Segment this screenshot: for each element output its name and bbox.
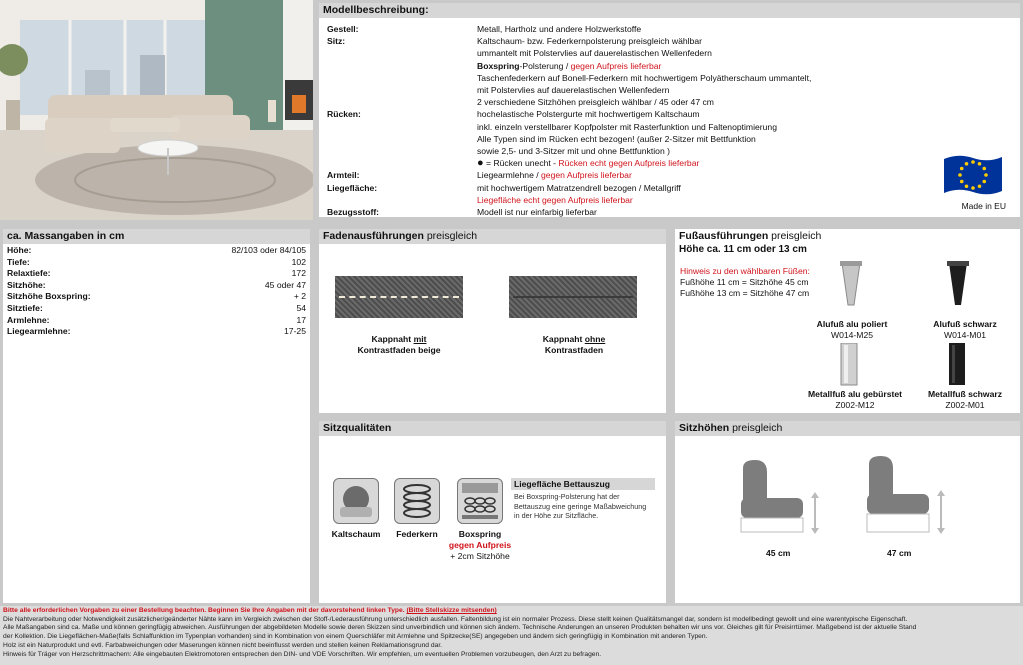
feet-hint-line: Fußhöhe 13 cm = Sitzhöhe 47 cm — [680, 288, 810, 299]
description-key — [327, 133, 477, 145]
seat-height-47-label: 47 cm — [887, 548, 912, 558]
chair-47-icon — [863, 454, 949, 540]
description-key — [327, 72, 477, 84]
description-value-part: Modell ist nur einfarbig lieferbar — [477, 207, 597, 218]
measurements-table — [3, 245, 310, 338]
seat-qualities-title: Sitzqualitäten — [319, 421, 666, 436]
description-value-part: Metall, Hartholz und andere Holzwerkstoffe — [477, 24, 642, 34]
metal-brushed-foot-icon — [839, 343, 859, 387]
measurement-row — [3, 245, 310, 257]
seat-height-45-label: 45 cm — [766, 548, 791, 558]
description-value — [477, 182, 887, 194]
description-key: Sitz: — [327, 36, 346, 47]
measurement-value: 102 — [291, 256, 306, 267]
measurement-key: Tiefe: — [7, 256, 30, 267]
description-row — [327, 23, 887, 35]
bed-pullout-note — [511, 478, 655, 523]
measurement-row — [3, 268, 310, 280]
description-value-part: Taschenfederkern auf Bonell-Federkern mit hochwertigem Polyätherschaum ummantelt, — [477, 72, 812, 83]
description-value-part: 2 verschiedene Sitzhöhen preisgleich wählbar / 45 oder 47 cm — [477, 97, 714, 108]
measurement-row — [3, 315, 310, 327]
description-key: Rücken: — [327, 109, 361, 120]
description-row — [327, 108, 887, 120]
description-key: Gestell: — [327, 24, 359, 34]
description-row — [327, 194, 887, 206]
quality-surcharge: gegen Aufpreis — [448, 540, 512, 550]
measurement-value: 17-25 — [284, 326, 306, 337]
description-value-part: mit Polstervlies auf dauerelastischen Wellenfedern — [477, 85, 670, 96]
foot-name: Alufuß alu poliert — [816, 319, 888, 329]
description-value-part: Kaltschaum- bzw. Federkernpolsterung preisgleich wählbar — [477, 36, 702, 47]
description-key: Armteil: — [327, 170, 360, 181]
feet-hint-title: Hinweis zu den wählbaren Füßen: — [680, 266, 810, 276]
description-value-part: sowie 2,5- und 3-Sitzer mit und ohne Bettfunktion ) — [477, 146, 670, 157]
made-in-eu-label: Made in EU — [961, 201, 1006, 211]
description-value — [477, 157, 887, 169]
description-value-part: mit hochwertigem Matratzendrell bezogen / Metallgriff — [477, 182, 681, 193]
seat-heights-title — [675, 421, 1020, 436]
foot-name: Metallfuß schwarz — [927, 389, 1003, 399]
seam-caption-underline: ohne — [584, 334, 606, 344]
seam-caption-line2: Kontrastfaden beige — [357, 345, 441, 355]
description-value — [477, 84, 887, 96]
measurement-value: 54 — [296, 302, 306, 313]
seat-qualities-panel — [316, 418, 669, 606]
description-value-part: gegen Aufpreis lieferbar — [541, 170, 632, 181]
description-row — [327, 145, 887, 157]
measurement-row — [3, 326, 310, 338]
foot-option — [797, 319, 907, 341]
description-value-part: ummantelt mit Polstervlies auf dauerelastischen Wellenfedern — [477, 48, 712, 59]
product-photo — [0, 0, 313, 220]
eu-flag-icon — [942, 153, 1004, 197]
description-row — [327, 96, 887, 108]
description-row — [327, 47, 887, 59]
description-row — [327, 157, 887, 169]
seat-heights-title-suffix: preisgleich — [732, 422, 783, 434]
description-value — [477, 47, 887, 59]
measurement-key: Sitztiefe: — [7, 302, 43, 313]
description-key: Liegefläche: — [327, 182, 378, 193]
spring-core-icon — [394, 478, 440, 524]
description-value — [477, 108, 887, 120]
description-row — [327, 60, 887, 72]
description-value — [477, 72, 887, 84]
seam-caption-text: Kappnaht — [542, 334, 585, 344]
description-value — [477, 121, 887, 133]
chair-45-icon — [737, 458, 823, 540]
seam-caption-contrast — [329, 334, 469, 356]
description-value-part: Liegefläche echt gegen Aufpreis lieferbar — [477, 194, 633, 205]
bed-pullout-title: Liegefläche Bettauszug — [511, 478, 655, 490]
footer-warning-text: Bitte alle erforderlichen Vorgaben zu einer Bestellung beachten. Beginnen Sie Ihre Angaben mit der davorstehend linken Type. — [3, 607, 407, 614]
description-row — [327, 206, 887, 218]
quality-label: Kaltschaum — [331, 529, 381, 539]
footer-line: Hinweis für Träger von Herzschrittmachern: Alle eingebauten Elektromotoren entsprechen den DIN- und VDE Vorschriften. Wir empfehlen, um eventuellen Problemen vorzubeugen, den Arzt zu befragen. — [3, 650, 602, 658]
model-description-panel — [316, 0, 1023, 220]
footer-warning — [3, 607, 1020, 616]
seam-caption-line2: Kontrastfaden — [544, 345, 604, 355]
measurement-key: Sitzhöhe Boxspring: — [7, 291, 91, 302]
measurement-key: Sitzhöhe: — [7, 279, 46, 290]
foot-option — [910, 319, 1020, 341]
description-value-part: Boxspring — [477, 60, 520, 71]
foot-code: W014-M01 — [943, 330, 987, 340]
description-value-part: = Rücken unecht - — [483, 158, 559, 169]
description-value — [477, 169, 887, 181]
description-key — [327, 145, 477, 157]
seam-swatch-contrast — [335, 276, 463, 318]
eu-star-icon — [971, 160, 975, 164]
description-value — [477, 35, 887, 47]
bed-pullout-line: Bei Boxspring-Polsterung hat der — [514, 492, 620, 501]
measurement-value: + 2 — [293, 291, 306, 302]
eu-star-icon — [978, 162, 982, 166]
seam-caption-plain — [504, 334, 644, 356]
description-row — [327, 133, 887, 145]
footer-line: Holz ist ein Naturprodukt und evtl. Farbabweichungen oder Maserungen können nicht beeinflusst werden und stellen keinen Reklamationsgrund dar. — [3, 641, 443, 649]
description-value — [477, 194, 887, 206]
seat-heights-panel — [672, 418, 1023, 606]
seat-heights-title-text: Sitzhöhen — [679, 422, 730, 434]
quality-label-boxspring — [440, 529, 520, 562]
bed-pullout-line: Bettauszug eine geringe Maßabweichung — [514, 501, 647, 511]
measurement-value: 17 — [296, 314, 306, 325]
eu-star-icon — [971, 186, 975, 190]
foot-option — [795, 389, 915, 411]
feet-hint-line: Fußhöhe 11 cm = Sitzhöhe 45 cm — [680, 277, 809, 288]
eu-star-icon — [958, 173, 962, 177]
footer-line: Alle Maßangaben sind ca. Maße und können geringfügig abweichen. Ausführungen der abgebildeten Modelle sowie deren Skizzen sind unverbindlich und können sich ändern. Technische Änderungen an unseren Produkten behalten wir uns vor. Gleiches gilt für Preisirrtümer. Maßgebend ist der aktuelle Stand — [3, 624, 917, 632]
measurement-value: 45 oder 47 — [264, 279, 306, 290]
measurement-key: Relaxtiefe: — [7, 268, 51, 279]
description-row — [327, 72, 887, 84]
measurement-row — [3, 303, 310, 315]
feet-hint — [680, 266, 810, 300]
description-row — [327, 169, 887, 181]
description-key — [327, 121, 477, 133]
description-row — [327, 35, 887, 47]
description-value-part: inkl. einzeln verstellbarer Kopfpolster mit Rasterfunktion und Faltenoptimierung — [477, 121, 777, 132]
description-key — [327, 60, 477, 72]
quality-label: Federkern — [396, 529, 438, 539]
seam-swatch-plain — [509, 276, 637, 318]
description-row — [327, 182, 887, 194]
measurement-key: Höhe: — [7, 245, 32, 255]
description-value-part: -Polsterung / — [519, 60, 571, 71]
description-value-part: Rücken echt gegen Aufpreis lieferbar — [558, 158, 700, 169]
metal-black-foot-icon — [947, 343, 967, 387]
seam-caption-underline: mit — [413, 334, 427, 344]
feet-title — [675, 229, 1020, 244]
seam-options-panel — [316, 226, 669, 416]
description-value-part: gegen Aufpreis lieferbar — [570, 60, 662, 71]
eu-star-icon — [960, 180, 964, 184]
bed-pullout-line: in der Höhe zur Sitzfläche. — [514, 511, 599, 520]
description-row — [327, 121, 887, 133]
measurement-key: Armlehne: — [7, 314, 50, 325]
alu-black-foot-icon — [945, 261, 971, 309]
cold-foam-icon — [333, 478, 379, 524]
seam-title-text: Fadenausführungen — [323, 230, 424, 242]
feet-subtitle: Höhe ca. 11 cm oder 13 cm — [679, 244, 807, 255]
measurement-key: Liegearmlehne: — [7, 326, 71, 337]
boxspring-icon — [457, 478, 503, 524]
measurement-row — [3, 257, 310, 269]
description-key: Bezugsstoff: — [327, 207, 380, 218]
seam-title-suffix: preisgleich — [426, 230, 478, 242]
foot-name: Alufuß schwarz — [933, 319, 997, 329]
description-value — [477, 145, 887, 157]
measurements-panel — [0, 226, 313, 606]
measurement-value: 172 — [291, 268, 306, 279]
eu-star-icon — [960, 167, 964, 171]
eu-star-icon — [978, 184, 982, 188]
feet-options-panel — [672, 226, 1023, 416]
eu-star-icon — [982, 180, 986, 184]
footer-line: Die Nahtverarbeitung oder Notwendigkeit zusätzlicher/geänderter Nähte kann im Vergleich zwischen der Stoff-/Lederausführung unterschiedlich ausfallen. Faltenbildung ist ein normaler Prozess. Diese stellt keinen Qualitätsmangel dar, sondern ist modellbedingt gewollt und eine warentypische Eigenschaft. — [3, 615, 908, 623]
eu-star-icon — [982, 167, 986, 171]
measurement-row — [3, 280, 310, 292]
model-description-title: Modellbeschreibung: — [319, 3, 1020, 18]
eu-star-icon — [965, 162, 969, 166]
eu-star-icon — [965, 184, 969, 188]
description-value — [477, 96, 887, 108]
description-key — [327, 157, 477, 169]
feet-title-suffix: preisgleich — [771, 230, 822, 242]
foot-code: W014-M25 — [830, 330, 874, 340]
description-value-part: Alle Typen sind im Rücken echt bezogen! (außer 2-Sitzer mit Bettfunktion — [477, 133, 756, 144]
description-key — [327, 194, 477, 206]
description-key — [327, 96, 477, 108]
description-value — [477, 206, 887, 218]
seam-caption-text: Kappnaht — [371, 334, 414, 344]
feet-title-text: Fußausführungen — [679, 230, 769, 242]
measurement-row — [3, 291, 310, 303]
description-value-part: ● — [477, 157, 484, 170]
foot-name: Metallfuß alu gebürstet — [807, 389, 903, 399]
description-value-part: hochelastische Polstergurte mit hochwertigem Kaltschaum — [477, 109, 700, 120]
seam-options-title — [319, 229, 666, 244]
description-value — [477, 60, 887, 72]
bed-pullout-text — [511, 490, 655, 523]
description-value — [477, 23, 887, 35]
quality-label: Boxspring — [458, 529, 502, 539]
description-value — [477, 133, 887, 145]
foot-code: Z002-M12 — [835, 400, 875, 410]
eu-star-icon — [984, 173, 988, 177]
foot-option — [903, 389, 1023, 411]
measurement-value: 82/103 oder 84/105 — [231, 245, 306, 255]
footer-warning-link: (Bitte Stellskizze mitsenden) — [406, 607, 497, 614]
description-key — [327, 47, 477, 59]
description-value-part: Liegearmlehne / — [477, 170, 542, 181]
description-row — [327, 84, 887, 96]
footer-notes — [0, 606, 1023, 665]
measurements-title: ca. Massangaben in cm — [3, 229, 310, 244]
foot-code: Z002-M01 — [945, 400, 985, 410]
description-rows — [327, 23, 887, 218]
alu-polished-foot-icon — [838, 261, 864, 309]
quality-extra: + 2cm Sitzhöhe — [450, 551, 510, 561]
description-key — [327, 84, 477, 96]
footer-line: der Kollektion. Die Liegeflächen-Maße(falls Schlaffunktion im Typenplan vorhanden) sind in Kombination von einem Querschläfer mit Armlehne und Spitzecke(SE) angegeben und ändern sich geringfügig in Kombination mit anderen Typen. — [3, 633, 708, 641]
